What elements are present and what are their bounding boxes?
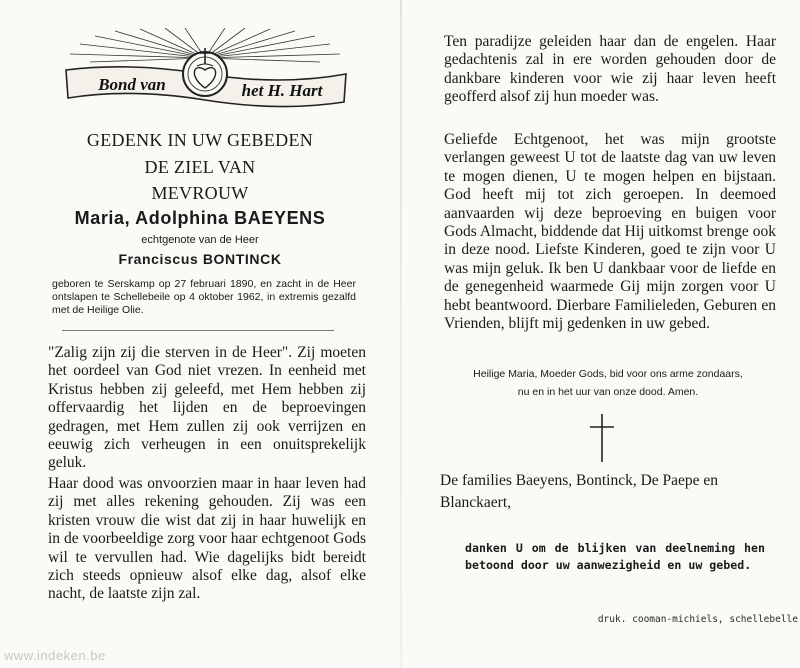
prayer-line-1: Heilige Maria, Moeder Gods, bid voor ons arme zondaars, [473,368,743,380]
left-paragraph-1: "Zalig zijn zij die sterven in de Heer". Zij moeten het oordeel van God niet vrezen. In eenheid met Kristus hebben zij geleefd, met Hem hebben zij offervaardig het lijden en de beproevingen gedragen, met Hem zullen zij ook verrijzen en eeuwig zich verheugen in een onuitsprekelijk geluk. [48,344,366,472]
watermark: www.indeken.be [4,648,106,663]
heading-remember: GEDENK IN UW GEBEDEN [86,130,314,150]
separator-line [62,330,334,331]
logo-text-right: het H. Hart [241,81,323,100]
right-paragraph-2: Geliefde Echtgenoot, het was mijn grootste verlangen geweest U tot de laatste dag van uw leven te mogen dienen, U te mogen helpen en bijstaan. God heeft mij tot zich geroepen. In deemoed aanvaarden wij deze beproeving en buigen voor Gods Almacht, biddende dat Hij uitkomst brenge ook in deze nood. Liefste Kinderen, goed te zijn voor U was mijn geluk. Ik ben U dankbaar voor de liefde en de genegenheid waarmede Gij mijn zorgen voor U hebt beantwoord. Dierbare Familieleden, Geburen en Vrienden, blijft mij gedenken in uw gebed. [444,131,776,333]
spouse-name: Franciscus BONTINCK [118,251,282,267]
right-panel [402,0,800,668]
bond-logo [60,28,350,110]
deceased-name: Maria, Adolphina BAEYENS [74,208,326,228]
title-mevrouw: MEVROUW [151,183,249,203]
printer-credit: druk. cooman-michiels, schellebelle [597,614,798,625]
cross-icon [590,414,614,462]
left-paragraph-2: Haar dood was onvoorzien maar in haar leven had zij met alles rekening gehouden. Zij was een kristen vrouw die wist dat zij in haar huwelijk en in de voorbeeldige zorg voor haar echtgenoot Gods wil te vervullen had. Wie dagelijks bidt bereidt zich steeds opnieuw alsof elke dag, alsof elke nacht, de laatste zijn zal. [48,475,366,603]
families-names: De families Baeyens, Bontinck, De Paepe en Blanckaert, [440,472,719,511]
heading-soul: DE ZIEL VAN [144,157,256,177]
sacred-heart-emblem-icon [60,28,350,110]
right-paragraph-1: Ten paradijze geleiden haar dan de engelen. Haar gedachtenis zal in ere worden gehouden door de dankbare kinderen voor wie zij haar leven heeft geofferd alsof zij hun moeder was. [444,33,776,106]
logo-text-left: Bond van [98,75,166,94]
thanks-text: danken U om de blijken van deelneming hen betoond door uw aanwezigheid en uw gebed. [465,541,765,572]
spouse-label: echtgenote van de Heer [141,234,259,246]
prayer-line-2: nu en in het uur van onze dood. Amen. [517,386,699,398]
life-facts: geboren te Serskamp op 27 februari 1890, en zacht in de Heer ontslapen te Schellebeile op 4 oktober 1962, in extremis gezalfd met de Heilige Olie. [52,278,356,316]
